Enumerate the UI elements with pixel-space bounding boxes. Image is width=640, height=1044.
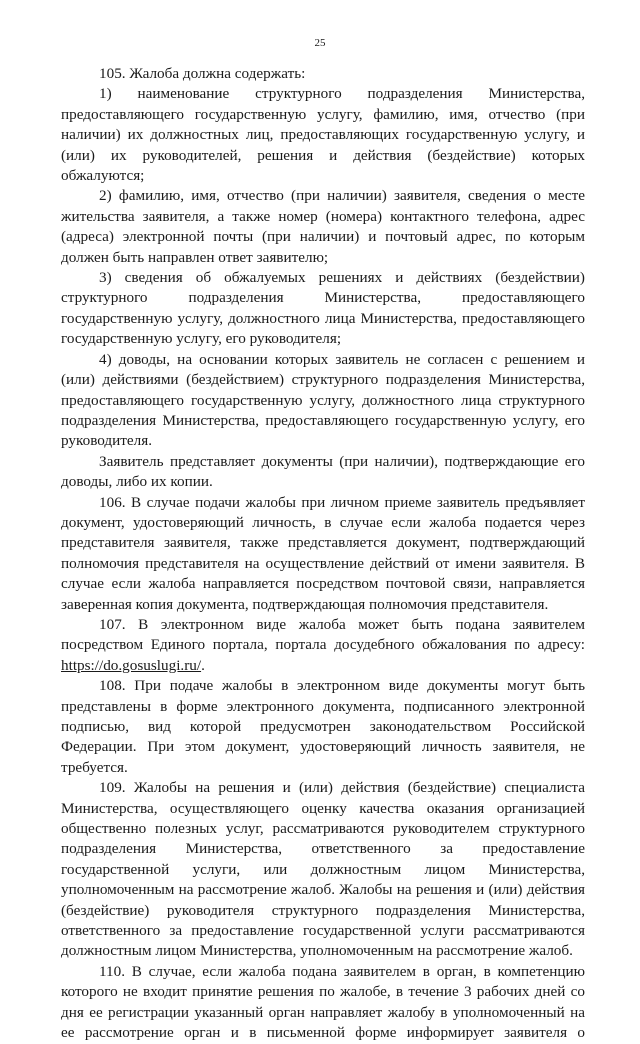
paragraph-105-documents: Заявитель представляет документы (при наличии), подтверждающие его доводы, либо их копии. [61,452,585,491]
paragraph-109: 109. Жалобы на решения и (или) действия (бездействие) специалиста Министерства, осуществляющего оценку качества оказания организацией общественно полезных услуг, рассматриваются руководителем структурного подразделения Министерства, ответственного за предоставление государственной услуги, или должностным лицом Министерства, уполномоченным на рассмотрение жалоб. Жалобы на решения и (или) действия (бездействие) руководителя структурного подразделения Министерства, ответственного за предоставление государственной услуги рассматриваются должностным лицом Министерства, уполномоченным на рассмотрение жалоб. [61,779,585,960]
paragraph-108: 108. При подаче жалобы в электронном виде документы могут быть представлены в форме электронного документа, подписанного электронной подписью, вид которой предусмотрен законодательством Российской Федерации. При этом документ, удостоверяющий личность заявителя, не требуется. [61,677,585,776]
gosuslugi-link[interactable]: https://do.gosuslugi.ru/ [61,656,202,674]
document-body [61,64,585,1044]
paragraph-106: 106. В случае подачи жалобы при личном приеме заявитель предъявляет документ, удостоверяющий личность, в случае если жалоба подается через представителя заявителя, также представляется документ, подтверждающий полномочия представителя на осуществление действий от имени заявителя. В случае если жалоба направляется посредством почтовой связи, направляется заверенная копия документа, подтверждающая полномочия представителя. [61,493,585,613]
paragraph-105-item-1: 1) наименование структурного подразделения Министерства, предоставляющего государственную услугу, фамилию, имя, отчество (при наличии) их должностных лиц, предоставляющих государственную услугу, и (или) их руководителей, решения и действия (бездействие) которых обжалуются; [61,85,585,185]
paragraph-107-end: . [201,656,205,674]
paragraph-105-intro: 105. Жалоба должна содержать: [99,65,306,82]
paragraph-110: 110. В случае, если жалоба подана заявителем в орган, в компетенцию которого не входит принятие решения по жалобе, в течение 3 рабочих дней со дня ее регистрации указанный орган направляет жалобу в уполномоченный на ее рассмотрение орган и в письменной форме информирует заявителя о [61,962,585,1042]
paragraph-105-item-4: 4) доводы, на основании которых заявитель не согласен с решением и (или) действиями (бездействием) структурного подразделения Министерства, предоставляющего государственную услугу, должностного лица структурного подразделения Министерства, предоставляющего государственную услугу, его руководителя. [61,350,585,450]
paragraph-107-text: 107. В электронном виде жалоба может быть подана заявителем посредством Единого портала, портала досудебного обжалования по адресу: [61,615,585,654]
paragraph-105-item-3: 3) сведения об обжалуемых решениях и действиях (бездействии) структурного подразделения Министерства, предоставляющего государственную услугу, должностного лица Министерства, предоставляющего государственную услугу, его руководителя; [61,269,585,348]
page-number: 25 [314,37,326,49]
paragraph-107 [61,615,585,676]
paragraph-105-item-2: 2) фамилию, имя, отчество (при наличии) заявителя, сведения о месте жительства заявителя, а также номер (номера) контактного телефона, адрес (адреса) электронной почты (при наличии) и почтовый адрес, по которым должен быть направлен ответ заявителю; [61,187,585,266]
